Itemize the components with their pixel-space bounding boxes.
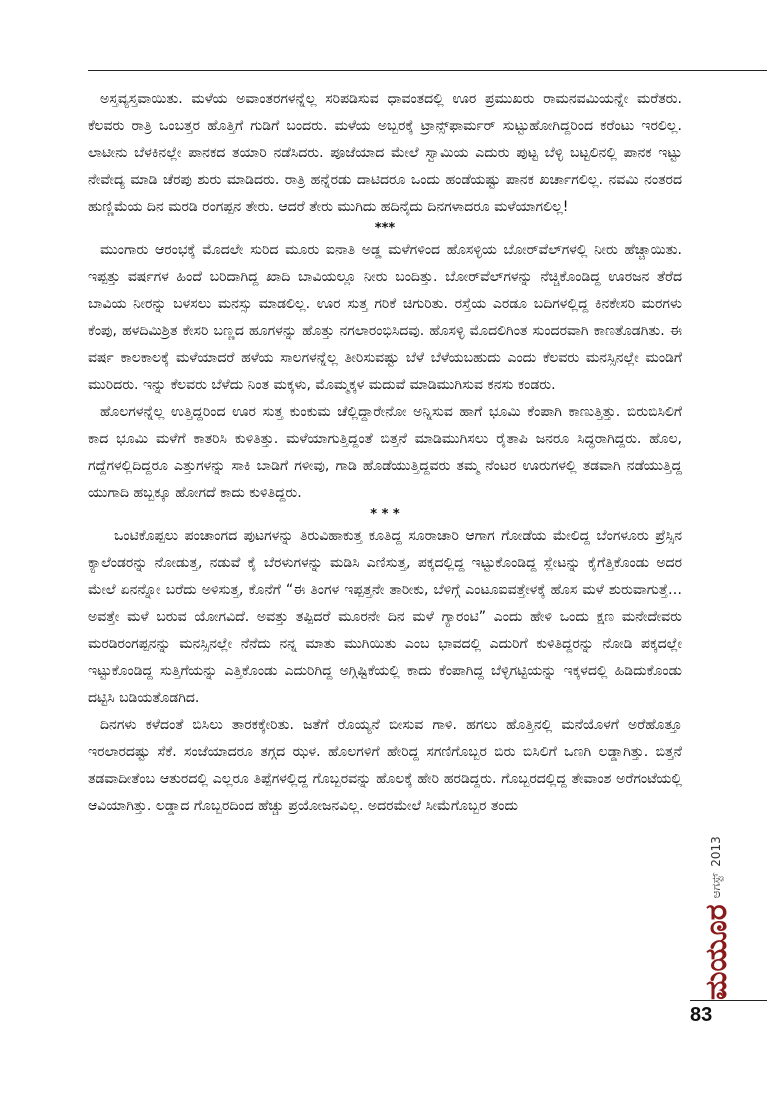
footer-rule bbox=[690, 1000, 767, 1001]
page-number: 83 bbox=[690, 1004, 713, 1026]
section-separator-2: * * * bbox=[370, 507, 400, 522]
paragraph-5: ದಿನಗಳು ಕಳೆದಂತೆ ಬಿಸಿಲು ತಾರಕಕ್ಕೇರಿತು. ಜತೆಗೆ ರೊಯ್ಯನೆ ಬೀಸುವ ಗಾಳಿ. ಹಗಲು ಹೊತ್ತಿನಲ್ಲಿ ಮನೆಯೊಳಗೆ ಅರೆಹೊತ್ತೂ ಇರಲಾರದಷ್ಟು ಸೆಕೆ. ಸಂಜೆಯಾದರೂ ತಗ್ಗದ ಝಳ. ಹೊಲಗಳಿಗೆ ಹೇರಿದ್ದ ಸಗಣಿಗೊಬ್ಬರ ಬಿರು ಬಿಸಿಲಿಗೆ ಒಣಗಿ ಲಡ್ಡಾಗಿತ್ತು. ಬಿತ್ತನೆ ತಡವಾದೀತೆಂಬ ಆತುರದಲ್ಲಿ ಎಲ್ಲರೂ ತಿಪ್ಪೆಗಳಲ್ಲಿದ್ದ ಗೊಬ್ಬರವನ್ನು ಹೊಲಕ್ಕೆ ಹೇರಿ ಹರಡಿದ್ದರು. ಗೊಬ್ಬರದಲ್ಲಿದ್ದ ತೇವಾಂಶ ಅರೆಗಂಟೆಯಲ್ಲಿ ಆವಿಯಾಗಿತ್ತು. ಲಡ್ಡಾದ ಗೊಬ್ಬರದಿಂದ ಹೆಚ್ಚು ಪ್ರಯೋಜನವಿಲ್ಲ. ಅದರಮೇಲೆ ಸೀಮೆಗೊಬ್ಬರ ತಂದು bbox=[88, 717, 682, 814]
paragraph-2: ಮುಂಗಾರು ಆರಂಭಕ್ಕೆ ಮೊದಲೇ ಸುರಿದ ಮೂರು ಐನಾತಿ ಅಡ್ಡ ಮಳೆಗಳಿಂದ ಹೊಸಳ್ಳಿಯ ಬೋರ್‌ವೆಲ್‌ಗಳಲ್ಲಿ ನೀರು ಹೆಚ್ಚಾಯಿತು. ಇಪ್ಪತ್ತು ವರ್ಷಗಳ ಹಿಂದೆ ಬರಿದಾಗಿದ್ದ ಖಾದಿ ಬಾವಿಯಲ್ಲೂ ನೀರು ಬಂದಿತ್ತು. ಬೋರ್‌ವೆಲ್‌ಗಳನ್ನು ನೆಚ್ಚಿಕೊಂಡಿದ್ದ ಊರಜನ ತೆರೆದ ಬಾವಿಯ ನೀರನ್ನು ಬಳಸಲು ಮನಸ್ಸು ಮಾಡಲಿಲ್ಲ. ಊರ ಸುತ್ತ ಗರಿಕೆ ಚಿಗುರಿತು. ರಸ್ತೆಯ ಎರಡೂ ಬದಿಗಳಲ್ಲಿದ್ದ ಕಿನಕೇಸರಿ ಮರಗಳು ಕೆಂಪು, ಹಳದಿಮಿಶ್ರಿತ ಕೇಸರಿ ಬಣ್ಣದ ಹೂಗಳನ್ನು ಹೊತ್ತು ನಗಲಾರಂಭಿಸಿದವು. ಹೊಸಳ್ಳಿ ಮೊದಲಿಗಿಂತ ಸುಂದರವಾಗಿ ಕಾಣತೊಡಗಿತು. ಈ ವರ್ಷ ಕಾಲಕಾಲಕ್ಕೆ ಮಳೆಯಾದರೆ ಹಳೆಯ ಸಾಲಗಳನ್ನೆಲ್ಲ ತೀರಿಸುವಷ್ಟು ಬೆಳೆ ಬೆಳೆಯಬಹುದು ಎಂದು ಕೆಲವರು ಮನಸ್ಸಿನಲ್ಲೇ ಮಂಡಿಗೆ ಮುರಿದರು. ಇನ್ನು ಕೆಲವರು ಬೆಳೆದು ನಿಂತ ಮಕ್ಕಳು, ಮೊಮ್ಮಕ್ಕಳ ಮದುವೆ ಮಾಡಿಮುಗಿಸುವ ಕನಸು ಕಂಡರು. bbox=[88, 242, 682, 393]
magazine-sidebar bbox=[688, 820, 734, 1000]
header-rule bbox=[88, 70, 767, 71]
magazine-name: ಮಯೂರ bbox=[698, 904, 734, 1000]
paragraph-3: ಹೊಲಗಳನ್ನೆಲ್ಲ ಉತ್ತಿದ್ದರಿಂದ ಊರ ಸುತ್ತ ಕುಂಕುಮ ಚೆಲ್ಲಿದ್ದಾರೇನೋ ಅನ್ನಿಸುವ ಹಾಗೆ ಭೂಮಿ ಕೆಂಪಾಗಿ ಕಾಣುತ್ತಿತ್ತು. ಬಿರುಬಿಸಿಲಿಗೆ ಕಾದ ಭೂಮಿ ಮಳೆಗೆ ಕಾತರಿಸಿ ಕುಳಿತಿತ್ತು. ಮಳೆಯಾಗುತ್ತಿದ್ದಂತೆ ಬಿತ್ತನೆ ಮಾಡಿಮುಗಿಸಲು ರೈತಾಪಿ ಜನರೂ ಸಿದ್ಧರಾಗಿದ್ದರು. ಹೊಲ, ಗದ್ದೆಗಳಲ್ಲಿದಿದ್ದರೂ ಎತ್ತುಗಳನ್ನು ಸಾಕಿ ಬಾಡಿಗೆ ಗಳೀವು, ಗಾಡಿ ಹೊಡೆಯುತ್ತಿದ್ದವರು ತಮ್ಮ ನೆಂಟರ ಊರುಗಳಲ್ಲಿ ತಡವಾಗಿ ನಡೆಯುತ್ತಿದ್ದ ಯುಗಾದಿ ಹಬ್ಬಕ್ಕೂ ಹೋಗದೆ ಕಾದು ಕುಳಿತಿದ್ದರು. bbox=[88, 404, 682, 501]
sidebar-label bbox=[696, 820, 736, 1000]
section-separator-1: *** bbox=[374, 221, 396, 236]
issue-year: 2013 bbox=[709, 836, 723, 867]
paragraph-4: ಒಂಟಿಕೊಪ್ಪಲು ಪಂಚಾಂಗದ ಪುಟಗಳನ್ನು ತಿರುವಿಹಾಕುತ್ತ ಕೂತಿದ್ದ ಸೂರಾಚಾರಿ ಆಗಾಗ ಗೋಡೆಯ ಮೇಲಿದ್ದ ಬೆಂಗಳೂರು ಪ್ರೆಸ್ಸಿನ ಕ್ಯಾಲೆಂಡರನ್ನು ನೋಡುತ್ತ, ನಡುವೆ ಕೈ ಬೆರಳುಗಳನ್ನು ಮಡಿಸಿ ಎಣಿಸುತ್ತ, ಪಕ್ಕದಲ್ಲಿದ್ದ ಇಟ್ಟುಕೊಂಡಿದ್ದ ಸ್ಲೇಟನ್ನು ಕೈಗೆತ್ತಿಕೊಂಡು ಅದರ ಮೇಲೆ ಏನನ್ನೋ ಬರೆದು ಅಳಿಸುತ್ತ, ಕೊನೆಗೆ “ಈ ತಿಂಗಳ ಇಪ್ಪತ್ತನೇ ತಾರೀಕು, ಬೆಳಿಗ್ಗೆ ಎಂಟೂಐವತ್ತೇಳಕ್ಕೆ ಹೊಸ ಮಳೆ ಶುರುವಾಗುತ್ತೆ… ಅವತ್ತೇ ಮಳೆ ಬರುವ ಯೋಗವಿದೆ. ಅವತ್ತು ತಪ್ಪಿದರೆ ಮೂರನೇ ದಿನ ಮಳೆ ಗ್ಯಾರಂಟಿ” ಎಂದು ಹೇಳಿ ಒಂದು ಕ್ಷಣ ಮನೇದೇವರು ಮರಡಿರಂಗಪ್ಪನನ್ನು ಮನಸ್ಸಿನಲ್ಲೇ ನೆನೆದು ನನ್ನ ಮಾತು ಮುಗಿಯಿತು ಎಂಬ ಭಾವದಲ್ಲಿ ಎದುರಿಗೆ ಕುಳಿತಿದ್ದರನ್ನು ನೋಡಿ ಪಕ್ಕದಲ್ಲೇ ಇಟ್ಟುಕೊಂಡಿದ್ದ ಸುತ್ತಿಗೆಯನ್ನು ಎತ್ತಿಕೊಂಡು ಎದುರಿಗಿದ್ದ ಅಗ್ಗಿಷ್ಟಿಕೆಯಲ್ಲಿ ಕಾದು ಕೆಂಪಾಗಿದ್ದ ಬೆಳ್ಳಿಗಟ್ಟಿಯನ್ನು ಇಕ್ಕಳದಲ್ಲಿ ಹಿಡಿದುಕೊಂಡು ದಟ್ಟಿಸಿ ಬಡಿಯತೊಡಗಿದ. bbox=[88, 528, 682, 706]
article-body bbox=[88, 86, 682, 820]
paragraph-1: ಅಸ್ತವ್ಯಸ್ತವಾಯಿತು. ಮಳೆಯ ಅವಾಂತರಗಳನ್ನೆಲ್ಲ ಸರಿಪಡಿಸುವ ಧಾವಂತದಲ್ಲಿ ಊರ ಪ್ರಮುಖರು ರಾಮನವಮಿಯನ್ನೇ ಮರೆತರು. ಕೆಲವರು ರಾತ್ರಿ ಒಂಬತ್ತರ ಹೊತ್ತಿಗೆ ಗುಡಿಗೆ ಬಂದರು. ಮಳೆಯ ಅಬ್ಬರಕ್ಕೆ ಟ್ರಾನ್ಸ್‌ಫಾರ್ಮರ್ ಸುಟ್ಟುಹೋಗಿದ್ದರಿಂದ ಕರೆಂಟು ಇರಲಿಲ್ಲ. ಲಾಟೀನು ಬೆಳಕಿನಲ್ಲೇ ಪಾನಕದ ತಯಾರಿ ನಡೆಸಿದರು. ಪೂಜೆಯಾದ ಮೇಲೆ ಸ್ವಾಮಿಯ ಎದುರು ಪುಟ್ಟ ಬೆಳ್ಳಿ ಬಟ್ಟಲಿನಲ್ಲಿ ಪಾನಕ ಇಟ್ಟು ನೇವೇದ್ಯ ಮಾಡಿ ಚೆರಪು ಶುರು ಮಾಡಿದರು. ರಾತ್ರಿ ಹನ್ನೆರಡು ದಾಟಿದರೂ ಒಂದು ಹಂಡೆಯಷ್ಟು ಪಾನಕ ಖರ್ಚಾಗಲಿಲ್ಲ. ನವಮಿ ನಂತರದ ಹುಣ್ಣಿಮೆಯ ದಿನ ಮರಡಿ ರಂಗಪ್ಪನ ತೇರು. ಆದರೆ ತೇರು ಮುಗಿದು ಹದಿನೈದು ದಿನಗಳಾದರೂ ಮಳೆಯಾಗಲಿಲ್ಲ! bbox=[88, 91, 682, 215]
issue-month: ಆಗಸ್ಟ್ bbox=[708, 872, 723, 899]
